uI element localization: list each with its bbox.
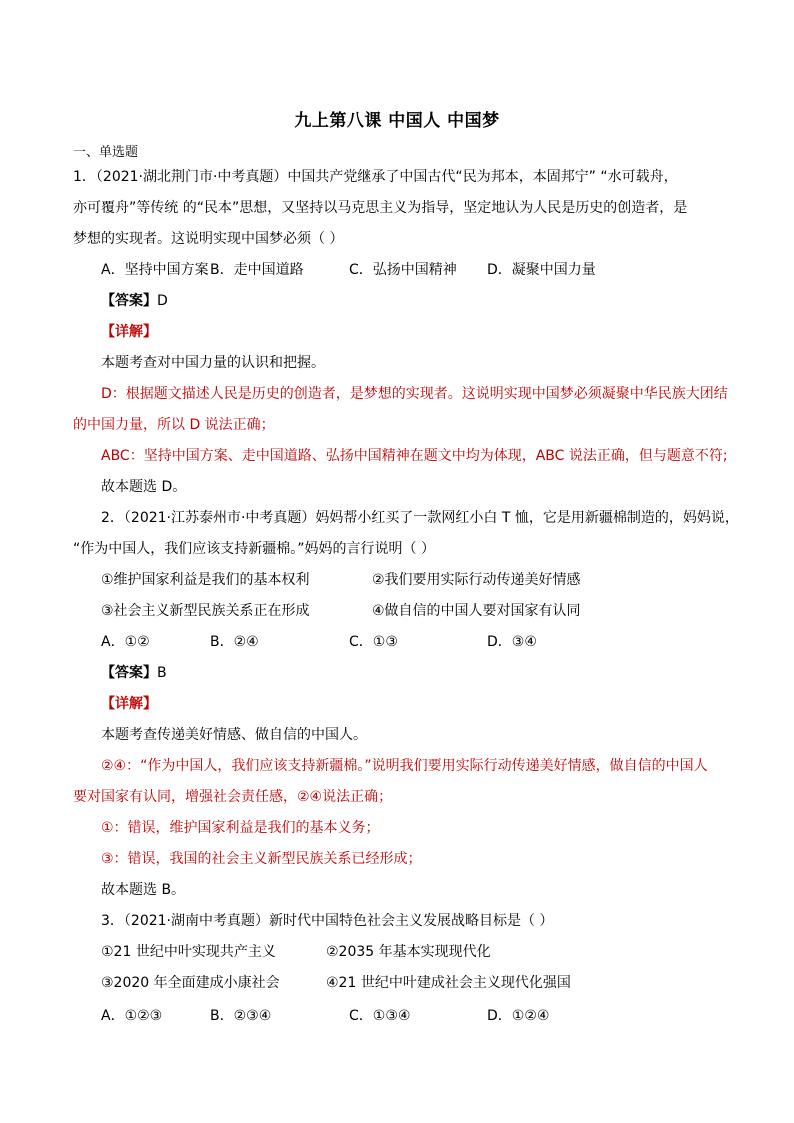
q1-detail-line1: 本题考查对中国力量的认识和把握。 — [101, 355, 325, 371]
q1-option-b: B．走中国道路 — [210, 262, 304, 278]
q1-answer — [101, 291, 168, 311]
q2-statement-2: ②我们要用实际行动传递美好情感 — [372, 572, 581, 588]
page-title: 九上第八课 中国人 中国梦 — [294, 111, 500, 131]
q1-option-c: C．弘扬中国精神 — [349, 262, 457, 278]
q2-detail-line3: 要对国家有认同，增强社会责任感，②④说法正确； — [73, 789, 393, 805]
q2-statement-1: ①维护国家利益是我们的基本权利 — [101, 572, 310, 588]
q2-statement-4: ④做自信的中国人要对国家有认同 — [372, 603, 581, 619]
q3-statement-2: ②2035 年基本实现现代化 — [326, 944, 491, 960]
q1-detail-line5: 故本题选 D。 — [101, 479, 187, 495]
q1-stem-line2: 亦可覆舟”等传统 的“民本”思想，又坚持以马克思主义为指导，坚定地认为人民是历史的创造者，是 — [73, 200, 688, 216]
q2-option-c: C．①③ — [349, 634, 398, 650]
q1-answer-value: D — [157, 293, 168, 309]
q2-stem-line2: “作为中国人，我们应该支持新疆棉。”妈妈的言行说明（ ） — [73, 541, 435, 557]
q2-detail-line4: ①：错误，维护国家利益是我们的基本义务； — [101, 820, 380, 836]
q1-detail-line4: ABC：坚持中国方案、走中国道路、弘扬中国精神在题文中均为体现，ABC 说法正确，但与题意不符; — [101, 448, 728, 464]
q2-statement-3: ③社会主义新型民族关系正在形成 — [101, 603, 310, 619]
q2-answer-tag: 【答案】 — [101, 665, 157, 681]
q2-answer — [101, 663, 167, 683]
q2-detail-line1: 本题考查传递美好情感、做自信的中国人。 — [101, 727, 367, 743]
q2-option-d: D．③④ — [487, 634, 537, 650]
q1-option-d: D．凝聚中国力量 — [487, 262, 596, 278]
q3-stem-line1: 3．（2021·湖南中考真题）新时代中国特色社会主义发展战略目标是（ ） — [101, 913, 554, 929]
q2-stem-line1: 2．（2021·江苏泰州市·中考真题）妈妈帮小红买了一款网红小白 T 恤，它是用新疆棉制造的，妈妈说， — [101, 510, 739, 526]
q3-statement-3: ③2020 年全面建成小康社会 — [101, 975, 280, 991]
q1-detail-line3: 的中国力量，所以 D 说法正确； — [73, 417, 275, 433]
q2-option-b: B．②④ — [210, 634, 259, 650]
q3-statement-4: ④21 世纪中叶建成社会主义现代化强国 — [326, 975, 571, 991]
q1-detail-tag: 【详解】 — [101, 324, 157, 340]
q1-stem-line3: 梦想的实现者。这说明实现中国梦必须（ ） — [73, 231, 344, 247]
q2-option-a: A．①② — [101, 634, 150, 650]
q3-option-b: B．②③④ — [210, 1008, 272, 1024]
q2-answer-value: B — [157, 665, 167, 681]
q2-detail-line2: ②④：“作为中国人，我们应该支持新疆棉。”说明我们要用实际行动传递美好情感，做自信的中国人 — [101, 758, 708, 774]
q3-statement-1: ①21 世纪中叶实现共产主义 — [101, 944, 276, 960]
q2-detail-line5: ③：错误，我国的社会主义新型民族关系已经形成； — [101, 851, 422, 867]
q3-option-c: C．①③④ — [349, 1008, 411, 1024]
q3-option-d: D．①②④ — [487, 1008, 550, 1024]
q3-option-a: A．①②③ — [101, 1008, 163, 1024]
q1-option-a: A．坚持中国方案 — [101, 262, 209, 278]
section-heading: 一、单选题 — [73, 145, 139, 160]
q2-detail-tag: 【详解】 — [101, 696, 157, 712]
q2-detail-line6: 故本题选 B。 — [101, 882, 186, 898]
q1-answer-tag: 【答案】 — [101, 293, 157, 309]
q1-detail-line2: D：根据题文描述人民是历史的创造者，是梦想的实现者。这说明实现中国梦必须凝聚中华民族大团结 — [101, 386, 728, 402]
q1-stem-line1: 1．（2021·湖北荆门市·中考真题）中国共产党继承了中国古代“民为邦本，本固邦宁” “水可载舟， — [73, 169, 678, 185]
